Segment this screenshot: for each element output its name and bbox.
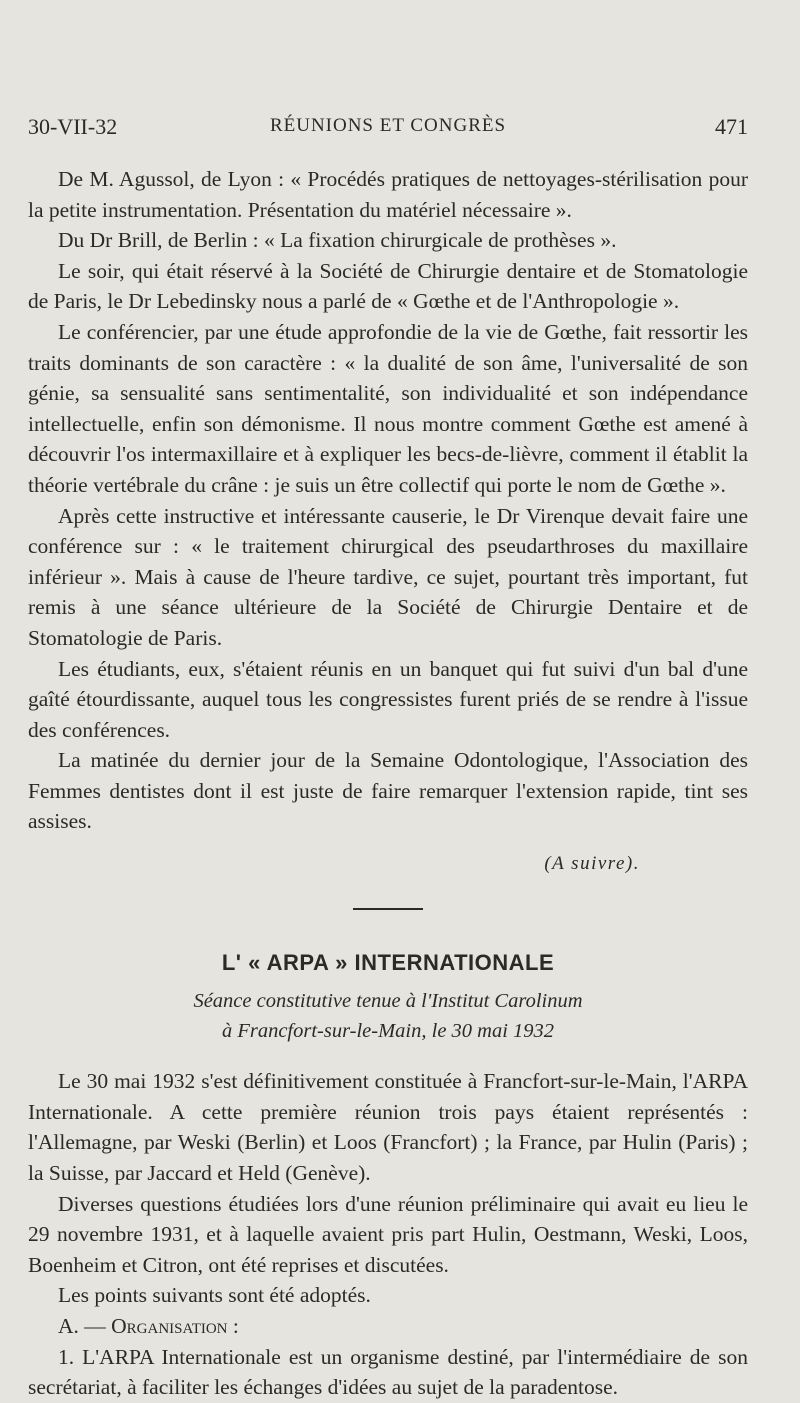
running-header [28,114,748,144]
continuation-note: (A suivre). [544,853,640,875]
paragraph: Après cette instructive et intéressante causerie, le Dr Virenque devait faire une conférence sur : « le traitement chirurgical des pseudarthroses du maxillaire inférieur ». Mais à cause de l'heure tardive, ce sujet, pourtant très important, fut remis à une séance ultérieure de la Société de Chirurgie Dentaire et de Stomatologie de Paris. [28,503,748,650]
page-number: 471 [715,114,748,139]
paragraph: De M. Agussol, de Lyon : « Procédés pratiques de nettoyages-stérilisation pour la petite instrumentation. Présentation du matériel nécessaire ». [28,167,748,222]
paragraph: Diverses questions étudiées lors d'une réunion préliminaire qui avait eu lieu le 29 novembre 1931, et à laquelle avaient pris part Hulin, Oestmann, Weski, Loos, Boenheim et Citron, ont été reprises et discutées. [28,1191,748,1277]
article-subtitle-line2: à Francfort-sur-le-Main, le 30 mai 1932 [221,1020,555,1043]
paragraph: 1. L'ARPA Internationale est un organisme destiné, par l'intermédiaire de son secrétariat, à faciliter les échanges d'idées au sujet de la paradentose. [28,1344,748,1400]
article-subtitle-line1: Séance constitutive tenue à l'Institut Carolinum [193,990,583,1013]
section-divider [353,908,423,910]
paragraph: Du Dr Brill, de Berlin : « La fixation chirurgicale de prothèses ». [58,228,617,253]
paragraph: Les points suivants sont été adoptés. [58,1283,371,1308]
paragraph: Les étudiants, eux, s'étaient réunis en un banquet qui fut suivi d'un bal d'une gaîté étourdissante, auquel tous les congressistes furent priés de se rendre à l'issue des conférences. [28,656,748,742]
spacer [28,1046,748,1066]
header-date: 30-VII-32 [28,114,118,139]
header-section-title: RÉUNIONS ET CONGRÈS [269,115,507,136]
paragraph: Le 30 mai 1932 s'est définitivement constituée à Francfort-sur-le-Main, l'ARPA Internationale. A cette première réunion trois pays étaient représentés : l'Allemagne, par Weski (Berlin) et Loos (Francfort) ; la France, par Hulin (Paris) ; la Suisse, par Jaccard et Held (Genève). [28,1069,748,1186]
section-heading: A. — Organisation : [58,1314,239,1338]
page-body [28,164,748,1403]
paragraph: Le soir, qui était réservé à la Société de Chirurgie dentaire et de Stomatologie de Paris, le Dr Lebedinsky nous a parlé de « Gœthe et de l'Anthropologie ». [28,258,748,314]
paragraph: La matinée du dernier jour de la Semaine Odontologique, l'Association des Femmes dentistes dont il est juste de faire remarquer l'extension rapide, tint ses assises. [28,748,748,834]
article-title: L' « ARPA » INTERNATIONALE [221,949,555,975]
paragraph: Le conférencier, par une étude approfondie de la vie de Gœthe, fait ressortir les traits dominants de son caractère : « la dualité de son âme, l'universalité de son génie, sa sensualité sans sentimentalité, son individualité et son indépendance intellectuelle, enfin son démonisme. Il nous montre comment Gœthe est amené à découvrir l'os intermaxillaire et à expliquer les becs-de-lièvre, comment il établit la théorie vertébrale du crâne : je suis un être collectif qui porte le nom de Gœthe ». [28,319,748,497]
